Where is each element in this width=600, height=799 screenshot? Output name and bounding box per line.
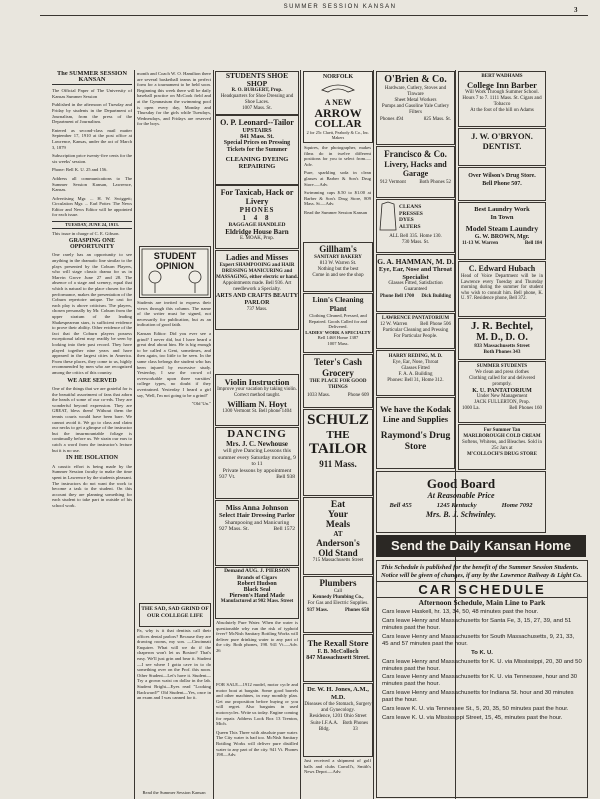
model-address: 11-13 W. Warren: [462, 241, 499, 246]
schedule-list: [377, 608, 587, 725]
reding-ad: [376, 350, 455, 396]
masthead: The SUMMER SESSION KANSAN: [52, 71, 132, 85]
ladies-title: Ladies and Misses: [225, 253, 289, 262]
car-schedule-box: [376, 560, 588, 798]
kodak-drug-ad: [376, 397, 455, 469]
taxicab-baggage: BAGGAGE HANDLED: [228, 222, 286, 228]
obrien-pumps: Pumps and Gasoline Yale Cutlery: [381, 104, 450, 109]
pure-water-note: Absolutely Pure Water. When the water is questionable why run the risk of typhoid fever? McNish Sanitary Bottling Works will deliver pure drinking water to any part of the city. Both phones, 198. 941 Vt.—Adv. 26: [216, 620, 298, 653]
student-opinion-cartoon: [139, 246, 211, 298]
arrow-tag: 2 for 25c Cluett, Peabody & Co., Inc. Makers: [306, 130, 370, 140]
summer-pantatorium: K. U. PANTATORIUM: [472, 388, 532, 394]
entry-note: Entered as second-class mail matter September 17, 1910 at the post office at Lawrence, Kansas, under the act of March 3, 1879: [52, 127, 132, 150]
col3-notices: [216, 620, 298, 680]
anna-title: Miss Anna Johnson: [225, 503, 289, 512]
jones-residence: Residence, 1201 Ohio Street: [309, 714, 367, 719]
taxicab-phones: 1 4 8: [242, 214, 272, 222]
violin-teacher: William N. Hoyt: [227, 399, 287, 409]
grind-box: [139, 603, 211, 627]
teter-phone: Phone 609: [347, 393, 369, 398]
dancing-title: DANCING: [227, 428, 287, 440]
editorial-body: A caustic effort is being made by the Summer Session faculty to make the time spent in Lawrence by the students pleasant. The instructors do not want the work to become a task to the student. On this account they are planning something for each student to take part in outside of his school work.: [52, 463, 132, 508]
col4-footer-note: [304, 758, 371, 798]
taxicab-ad: [215, 185, 299, 249]
page-number: 3: [574, 6, 578, 14]
cold-cream-ad: [458, 424, 546, 470]
leonard-upstairs: UPSTAIRS: [242, 128, 272, 134]
coldcream-body: Softens, Whitens, and Bleaches. Sold in 25c Jars at: [462, 440, 542, 451]
hubach-title: C. Edward Hubach: [468, 264, 536, 273]
summer-call: Clothing called for and delivered promptly.: [468, 376, 536, 387]
opinion-column-lower: [137, 300, 211, 600]
francisco-sub: Livery, Hacks and Garage: [384, 160, 447, 178]
hubach-body: Head of Voice Department will be in Lawrence every Tuesday and Thursday morning during the summer for student who wish to consult him. Bell phone, K. U. 97. Residence phone, Bell 372.: [461, 274, 543, 302]
pantatorium-title: LAWRENCE PANTATORIUM: [381, 316, 450, 321]
obryon-address-block: [458, 167, 546, 201]
raymond-line-1: Raymond's Drug: [380, 431, 451, 441]
humor-text: Pa, why is it that dentists call their offices dental parlors? Because they are drawing rooms, my son. —Cincinnati Enquirer. What will we do if the chaperon won't let us Boston? That's easy. We'll just grin and bear it. Student—I see where I gotta cave in to do something over on the Prof. this noon. Other Student—Let's have it. Student—Try a grown waist on dollar in the lab. Student Bright—Eyes read "Looking Backward?" Old Student—Yes, once in an exam and I was canned for it.: [137, 628, 211, 701]
hamman-ad: [376, 254, 455, 312]
laundry-sub: In Town: [490, 214, 514, 221]
schedule-entry: Cars leave K. U. via Mississippi Street, 15, 45, minutes past the hour.: [382, 714, 563, 721]
lawrence-pantatorium-ad: [376, 313, 455, 349]
dancing-phone: Bell 938: [276, 474, 295, 480]
schulz-tailor: TAILOR: [308, 441, 368, 457]
taxicab-name: Eldridge House Barn: [225, 228, 289, 236]
squires-note: Squires, the photographer, makes films do in twelve different positions for you to select from.—Adv.: [304, 145, 371, 167]
coldcream-store: M'COLLOCH'S DRUG STORE: [467, 452, 537, 457]
linns-address: 1007 Mass.: [327, 340, 349, 346]
ladies-beauty-ad: [215, 250, 299, 330]
gillham-tag: Come in and see the shop: [312, 273, 364, 278]
hamman-title: G. A. HAMMAN, M. D.: [377, 257, 454, 266]
schedule-entry: Cars leave Haskell, hr. 13, 34, 50, 48 minutes past the hour.: [382, 609, 539, 616]
plumbers-line: For Gas and Electric Supplies.: [307, 601, 369, 606]
schulz-address: 911 Mass.: [319, 459, 357, 469]
humor-column: [137, 628, 211, 793]
eat-line-5: Anderson's: [316, 538, 360, 548]
obrien-title: O'Brien & Co.: [384, 74, 447, 85]
schedule-title: CAR SCHEDULE: [377, 581, 587, 598]
publication-note: Published in the afternoon of Tuesday and Friday by students in the Department of Journalism, from the press of the Department of Journalism.: [52, 102, 132, 125]
anna-johnson-ad: [215, 500, 299, 566]
anna-sub: Select Hair Dressing Parlor: [218, 512, 296, 519]
issue-date: TUESDAY, JUNE 24, 1913.: [52, 221, 132, 229]
good-board-name: Mrs. B. J. Schwinley.: [425, 510, 497, 519]
leonard-tailor-ad: [215, 115, 299, 185]
francisco-livery-ad: [376, 146, 455, 198]
cleaner-address-2: 730 Mass. St.: [401, 240, 430, 245]
plumbers-ad: [303, 576, 373, 633]
bechtel-address: 833 Massachusetts Street: [474, 343, 530, 349]
summer-body: We clean and press clothes: [475, 370, 529, 375]
plumbers-title: Plumbers: [319, 578, 357, 588]
schedule-entry: Cars leave Henry and Massachusetts for South Massachusetts, 9, 21, 33, 45 and 57 minutes past the hour.: [382, 633, 575, 647]
reding-title: HARRY REDING, M. D.: [388, 354, 443, 359]
subscription-note: Subscription price twenty-five cents for the six weeks' session.: [52, 153, 132, 164]
schulz-the: THE: [326, 429, 350, 441]
bechtel-sub: M. D., D. O.: [476, 332, 528, 343]
hamman-phone: Phone Bell 1700: [380, 294, 415, 299]
laundry-title: Best Laundry Work: [474, 206, 530, 213]
obryon-address: Over Wilson's Drug Store.: [468, 173, 536, 179]
pierson-line: Demand AUG. J. PIERSON Brands of Cigars: [224, 568, 290, 581]
anna-phone: Bell 1572: [273, 526, 295, 532]
rexall-title: The Rexall Store: [307, 638, 369, 648]
editorial-title: GRASPING ONE OPPORTUNITY: [68, 238, 116, 250]
hamman-specialty: Eye, Ear, Nose and Throat Specialist: [378, 266, 453, 281]
editorial-body: One rarely has an opportunity to see anything in the dramatic line similar to the plays presented by the Coburn Players, who will stage classic drama for us in Marvin Grove June 27 and 28. The absence of a stage and scenery, equal that which is natural to the place chosen for the performance, makes the presentation of the Coburn repertoire unique. The cast for each play is above criticism. The players, chosen personally by Mr. Coburn from the upper stratum of the leading Shakespearean stars, is sufficient evidence to prove their ability. Other evidence of the fact that the Coburn players possess exceptional talent may readily be seen by looking into their past record. They have played together nine years and have appeared in the largest cities in America. From these places, they come to us, highly recommended by men who are recognized among the critics of this country.: [52, 252, 132, 375]
for-sale-note: FOR SALE—1912 model, motor cycle and motor boat at bargain. Some good barrels and other machines, in easy monthly plan. Get our proposition before buying or you will regret. Also bargains in used motorcycles. Write us today. Engine coming for repair. Address Look Box 13 Trenton, Mich.: [216, 682, 298, 727]
garment-icon: [377, 200, 399, 234]
teter-sub: THE PLACE FOR GOOD THINGS: [309, 379, 367, 390]
cleaner-ad: [376, 199, 455, 253]
pure-soda-note: Pure, sparkling soda in clean glasses at Barber & Son's Drug Store.—Adv.: [304, 170, 371, 187]
schedule-entry: To K. U.: [471, 649, 493, 656]
model-title: Model Steam Laundry: [465, 224, 539, 233]
obryon-dentist-ad: [458, 128, 546, 166]
taxicab-phones-label: PHONES: [239, 206, 275, 214]
bechtel-phone: Both Phones 343: [483, 349, 521, 355]
leonard-cleaning: CLEANING DYEING REPAIRING: [225, 156, 289, 170]
pierson-cigars-ad: [215, 567, 299, 619]
linns-cleaning-ad: [303, 293, 373, 353]
collar-illustration: [318, 80, 358, 94]
pierson-brand-3: Pierson's Hand Made: [229, 593, 285, 599]
rexall-owner: F. B. McColloch: [317, 649, 359, 655]
teter-address: 1033 Mass.: [307, 393, 331, 398]
jones-suite: Suite I.F.A.A. Bldg.: [310, 721, 339, 732]
obrien-hardware-ad: [376, 71, 455, 145]
jones-title: Dr. W. H. Jones, A.M., M.D.: [307, 686, 369, 701]
summer-title: SUMMER STUDENTS: [476, 364, 528, 369]
pantatorium-cleaning: Particular Cleaning and Pressing: [382, 328, 449, 333]
dancing-private: Private lessons by appointment: [222, 467, 292, 474]
rexall-store-ad: [303, 634, 373, 682]
schedule-subtitle: Afternoon Schedule, Main Line to Park: [418, 598, 546, 608]
francisco-address: 912 Vermont: [380, 180, 406, 185]
leonard-special: Special Prices on Pressing Tickets for the Summer: [223, 140, 291, 153]
good-board-ad: [376, 471, 546, 533]
college-inn-barber-ad: [458, 71, 546, 127]
schedule-entry: Cars leave Henry and Massachusetts for K. U. via Mississippi, 20, 30 and 50 minutes past the hour.: [382, 658, 582, 672]
ladies-shop-name: ARTS AND CRAFTS BEAUTY PARLOR: [216, 293, 298, 306]
leonard-address: 841 Mass. St.: [240, 134, 274, 140]
dr-jones-ad: [303, 683, 373, 757]
staff-note: Advertising Mgr. ... H. W. Swiggett; Circulation Mgr. ... Earl Potter. The News Editor and News Editor will be appointed for each issue.: [52, 195, 132, 218]
pantatorium-for: For Particular People.: [393, 334, 438, 339]
kodak-line-2: Line and Supplies: [382, 414, 449, 424]
raymond-line-2: Store: [404, 442, 427, 452]
obrien-filters: Filters: [409, 110, 422, 115]
reding-specialty: Eye, Ear, Nose, Throat: [392, 360, 439, 365]
top-rule: [40, 15, 588, 16]
pantatorium-address: 12 W. Warren: [380, 322, 408, 327]
violin-ad: [215, 374, 299, 426]
pantatorium-phone: Bell Phone 506: [420, 322, 451, 327]
obrien-body: Hardware, Cutlery, Stoves and Tinware: [384, 86, 447, 97]
kodak-line-1: We have the Kodak: [379, 404, 452, 414]
anna-address: 927 Mass. St.: [219, 526, 249, 532]
daily-kansan-band: Send the Daily Kansan Home: [376, 535, 586, 557]
column-divider: [213, 70, 214, 799]
schulz-tailor-ad: [303, 409, 373, 496]
col4-notices: [304, 145, 371, 240]
plumbers-call: Call: [333, 589, 343, 594]
pierson-brand-2: Black Seal: [243, 587, 271, 593]
shoe-shop-owner: R. O. BURGERT, Prop.: [231, 88, 283, 93]
ladies-address: 737 Mass.: [246, 307, 268, 312]
bechtel-ad: [458, 318, 546, 360]
hamman-building: Dick Building: [421, 294, 451, 299]
cleaner-address: ALL Bell 335. Home 130.: [389, 234, 442, 239]
editorial-title: WE ARE SERVED: [67, 377, 117, 384]
read-kansan-note: Read the Summer Session Kansan: [304, 209, 368, 215]
good-board-home: Home 7092: [501, 502, 533, 509]
ku-pantatorium-ad: [458, 361, 546, 423]
obryon-sub: DENTIST.: [482, 141, 522, 151]
anna-body: Shampooing and Manicuring: [224, 519, 290, 526]
rexall-address: 847 Massachusett Street.: [306, 655, 370, 661]
issue-note: This issue in charge of C. E. Gibson.: [52, 230, 120, 236]
wadham-title: College Inn Barber: [467, 80, 537, 90]
teter-grocery-ad: [303, 354, 373, 408]
schedule-entry: Cars leave Henry and Massachusetts for K. U. via Tennessee, hour and 30 minutes past the hour.: [382, 674, 578, 688]
editorial-body: One of the things that we are grateful for is the beautiful assortment of fans that adorn the heads of some of our co-eds. They are wonderful beyond expression. They are GREAT, bless them! Without them the tennis courts would have been bare. We cannot avoid it. We go to class and claim our necks to get a glimpse of the instructor but the insurmountable foliage is continually before us. We strain our ears to catch a word from the instructor's lecture but it is no use.: [52, 386, 132, 453]
letter-signature: "Old 'Un.": [191, 401, 211, 407]
dancing-address: 937 Vt.: [219, 474, 236, 480]
pierson-brand-1: Robert Hudson: [237, 581, 277, 587]
obrien-sheet: Sheet Metal Workers: [394, 98, 437, 103]
model-laundry-ad: [458, 202, 546, 260]
linns-title: Linn's Cleaning Plant: [312, 295, 364, 313]
summer-phone-1: 1000 La.: [462, 406, 480, 411]
good-board-bell: Bell 455: [389, 502, 412, 509]
opinion-intro: Students are invited to express their views through this column. The name of the writer must be signed, not necessarily for publication, but as an indication of good faith.: [137, 300, 211, 328]
summer-management: Under New Management: [476, 394, 528, 399]
gillham-sub: SANITARY BAKERY: [314, 255, 362, 260]
cartoon-title: STUDENT OPINION: [153, 251, 197, 271]
taxicab-title: For Taxicab, Hack or Livery: [220, 188, 294, 206]
plumbers-phone: Phones 658: [344, 608, 369, 613]
swimming-note: Swimming caps $.50 to $1.00 at Barber & Son's Drug Store, 809 Mass. St.—Adv.: [304, 190, 371, 207]
jones-phones: Both Phones 33: [342, 721, 369, 732]
model-phone: Bell 184: [524, 241, 542, 246]
reding-glasses: Glasses Fitted: [401, 366, 430, 371]
arrow-line2: ARROW: [314, 106, 362, 120]
coldcream-title: For Summer Tan: [483, 428, 521, 433]
model-manager: G. W. BROWN, Mgr.: [474, 234, 530, 240]
dancing-teacher: Mrs. J. C. Newhouse: [226, 440, 288, 448]
arrow-line1: A NEW: [324, 98, 352, 107]
gillham-address: 813 W. Warren St.: [319, 261, 357, 266]
ladies-services: Expert SHAMPOOING and HAIR DRESSING MANICURING and MASSAGING, either electric or hand.: [216, 263, 298, 280]
eat-line-6: Old Stand: [318, 548, 358, 558]
reding-address: F. A. A. Building: [398, 372, 433, 377]
plumbers-name: Kennedy Plumbing Co.,: [312, 595, 364, 600]
obrien-address: 825 Mass. St.: [423, 117, 451, 122]
teter-title: Teter's Cash Grocery: [314, 357, 362, 378]
summer-jack: JACK FULLERTON, Prop.: [474, 400, 530, 405]
students-shoe-shop-ad: [215, 71, 299, 115]
column-divider: [300, 70, 301, 799]
shoe-shop-line: Headquarters for Shoe Dressing and Shoe Laces.: [220, 94, 294, 105]
schulz-name: SCHULZ: [307, 412, 369, 428]
schedule-entry: Cars leave K. U. via Tennessee St., 5, 20, 35, 50 minutes past the hour.: [382, 706, 569, 713]
wadham-body: Will Work Through Summer School. Hours 7 to 7. 1111 Mass. St. Cigars and Tobacco: [462, 90, 542, 107]
dancing-ad: [215, 427, 299, 499]
linns-body: Clothing Cleaned, Pressed, and Repaired. Goods Called for and Delivered.: [308, 313, 368, 330]
obryon-title: J. W. O'BRYON.: [471, 131, 533, 141]
gillham-bakery-ad: [303, 242, 373, 292]
linns-ladies: LADIES' WORK A SPECIALTY: [305, 329, 371, 335]
editorial-column: [52, 71, 132, 796]
ladies-appointments: Appointments made. Bell 936. Art needlework a Specialty.: [222, 281, 292, 292]
good-board-title: Good Board: [426, 476, 496, 491]
editorial-title: IN HE ISOLATION: [66, 455, 118, 462]
schedule-entry: Cars leave Henry and Massachusetts for Indiana St. hour and 30 minutes past the hour.: [382, 690, 574, 704]
leonard-title: O. P. Leonard--Tailor: [220, 118, 294, 127]
hamman-glasses: Glasses Fitted, Satisfaction Guaranteed: [388, 281, 443, 292]
cleaner-cleans: CLEANS: [399, 204, 422, 210]
jones-body: Diseases of the Stomach, Surgery and Gynecology.: [304, 702, 372, 713]
bechtel-title: J. R. Bechtel,: [470, 320, 533, 332]
eat-meals-ad: [303, 497, 373, 575]
address-note: Address all communications to The Summer Session Kansan, Lawrence, Kansas.: [52, 175, 132, 193]
good-board-sub: At Reasonable Price: [427, 491, 495, 500]
article-text: month and Coach W. O. Hamilton there are several basketball teams in perfect form for a tournament to be held soon. Beginning this week there will be daily baseball practice on McCook field and at the Gymnasium the swimming pool is open every day, Monday and Thursday for the girls while Tuesdays, Wednesdays, and Fridays are reserved for the boys.: [137, 71, 211, 127]
running-head: SUMMER SESSION KANSAN: [283, 4, 397, 10]
wadham-end: At the foot of the hill on Adams: [470, 108, 534, 113]
eat-line-1: Eat: [330, 500, 346, 510]
shoe-shop-title: STUDENTS SHOE SHOP: [225, 71, 289, 88]
violin-address: 1300 Vermont St. Bell phone 1404: [222, 409, 292, 414]
gillham-title: Gillham's: [319, 244, 357, 254]
pierson-footer: Manufactured at 902 Mass. Street: [220, 599, 294, 604]
gillham-note: Nothing but the best: [317, 267, 359, 272]
col3-classified: [216, 682, 298, 797]
schedule-entry: Cars leave Henry and Massachusetts for Santa Fe, 3, 15, 27, 39, and 51 minutes past the hour.: [382, 618, 572, 631]
arrow-collar-ad: [303, 71, 373, 143]
cleaner-presses: PRESSES: [399, 210, 423, 217]
arrow-brand: NORFOLK: [322, 74, 354, 80]
eat-line-4: AT: [333, 530, 343, 538]
eat-address: 715 Massachusetts Street: [312, 558, 364, 563]
read-kansan-note: Read the Summer Session Kansan: [142, 790, 206, 795]
violin-sub: Improve your vacation by taking violin. Correct method taught.: [217, 387, 297, 398]
good-board-address: 1245 Kentucky: [436, 502, 477, 509]
column-divider: [134, 70, 135, 799]
hubach-voice-ad: [458, 261, 546, 317]
queen-note: Queen This Three with absolute pure water. The City water is bad too. McNish Sanitary Bottling Works will deliver pure distilled water to any part of the city. 941 Vt. Phones 198—Adv.: [216, 729, 298, 758]
dancing-body: will give Dancing Lessons this summer every Saturday morning, 9 to 11: [218, 448, 296, 467]
wadham-name: BERT WADHAMS: [481, 74, 523, 79]
golf-note: Just received a shipment of golf balls and clubs Carroll's, Smith's News Depot.—Adv.: [304, 758, 371, 775]
grind-title: THE SAD, SAD GRIND OF OUR COLLEGE LIFE: [141, 606, 209, 619]
reding-phones: Phones: Bell 31, Home 312.: [387, 378, 444, 383]
obrien-phone: Phones 494: [380, 117, 404, 122]
phone-note: Phone: Bell K. U. 25 and 156.: [52, 167, 108, 173]
eat-line-2: Your: [327, 510, 349, 520]
coldcream-name: MARLBOROUGH COLD CREAM: [463, 434, 541, 439]
shoe-shop-address: 1007 Mass. St.: [242, 106, 272, 111]
schedule-note: This Schedule is published for the benefit of the Summer Session Students. Notice will be given of changes, if any by the Lawrence Railway & Light Co.: [381, 564, 582, 579]
cleaner-dyes: DYES: [399, 217, 414, 223]
taxicab-prop: E. MOAK, Prop.: [239, 236, 275, 241]
francisco-title: Francisco & Co.: [384, 149, 447, 159]
official-note: The Official Paper of The University of Kansas Summer Session: [52, 88, 132, 99]
column-divider: [373, 70, 374, 799]
summer-phone-2: Bell Phones 160: [509, 406, 542, 411]
violin-title: Violin Instruction: [224, 377, 290, 387]
arrow-line3: COLLAR: [314, 118, 362, 130]
plumbers-address: 937 Mass.: [307, 608, 329, 613]
linns-phones: Bell 1468 Home 1387: [317, 335, 359, 341]
cleaner-alters: ALTERS: [399, 223, 421, 230]
obryon-phone: Bell Phone 507.: [482, 181, 522, 187]
eat-line-3: Meals: [325, 520, 351, 530]
francisco-phone: Both Phones 52: [419, 180, 451, 185]
opinion-letter: Kansan Editor: Did you ever see a grind? I never did, but I have heard a great deal about him. He is big enough to be called a Geni, sometimes, and then again, too little to be seen. In the same class belongs the student who has been injured by excessive study. Yesterday, I saw the crowd of overworkable upon three varsities' college types, no doubt if they overtrained. Yesterday I heard a girl say, 'Well, I'm not going to be a grind!': [137, 330, 211, 398]
